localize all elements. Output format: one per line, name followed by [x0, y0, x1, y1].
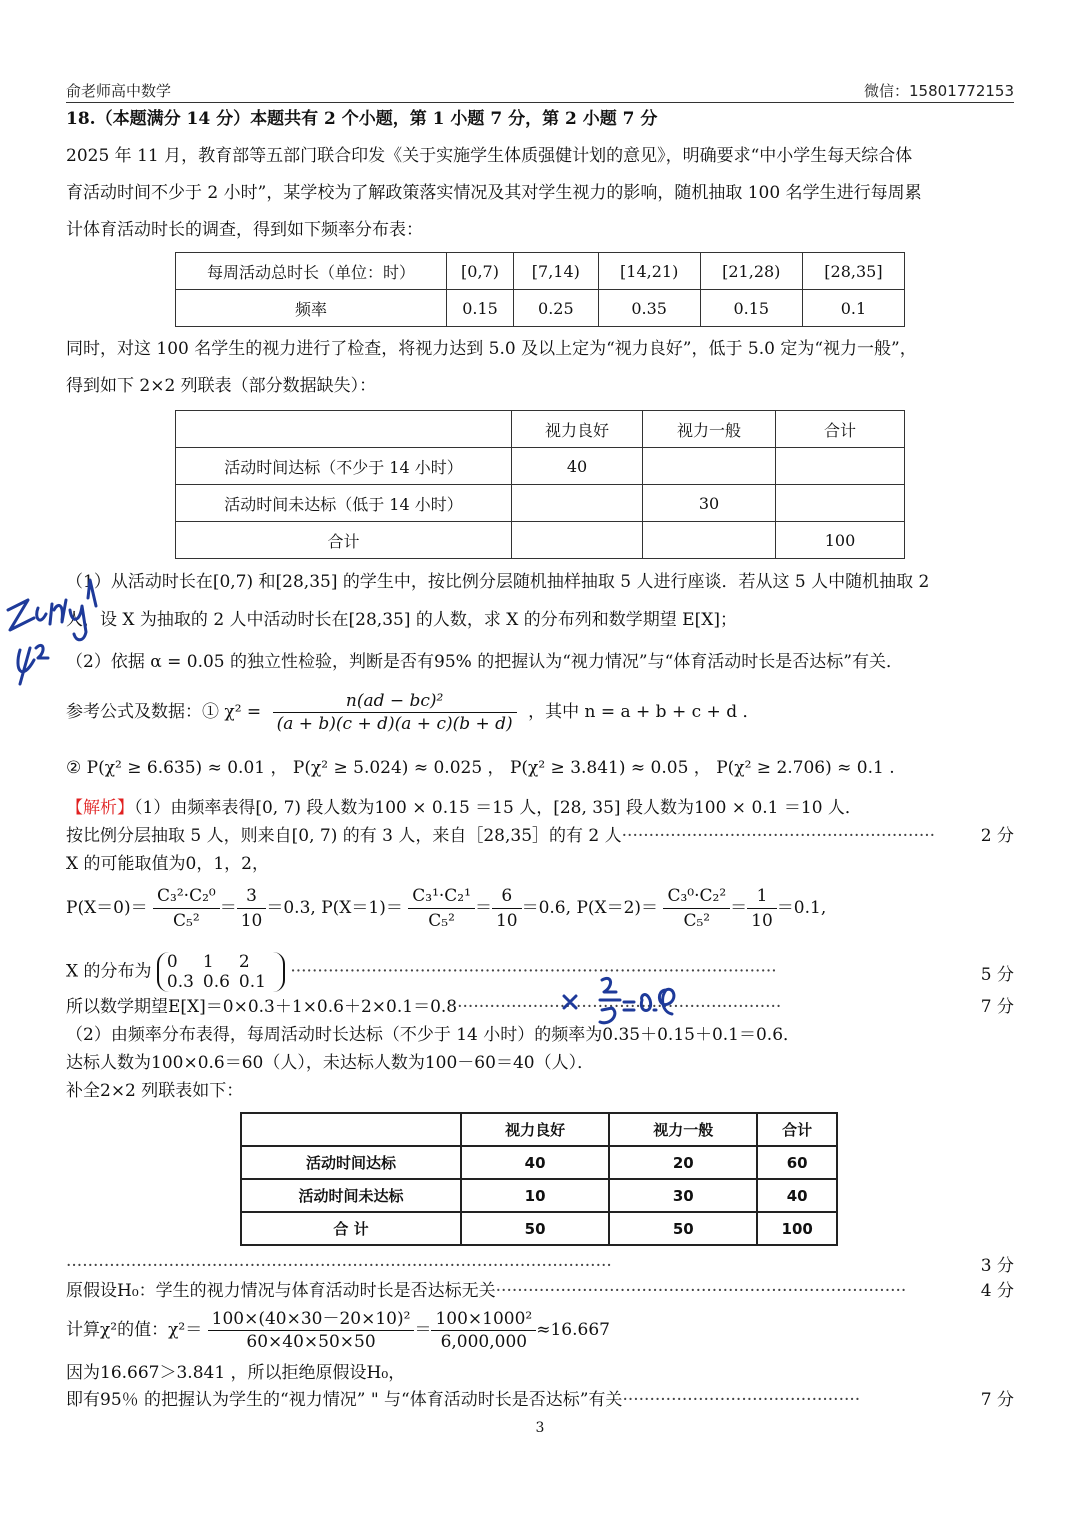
probability-line: P(X＝0)＝ $\frac{\text{C₃²·C₂⁰}}{\text{C₅²}}$ ＝ $\frac{3}{10}$ ＝0.3, P(X＝1)＝ $\frac{\text{C₃¹·C₂¹}}{\text{C₅²}}$ ＝ $\frac{6}{10}$ ＝0.6, P(X＝2)＝ $\frac{\text{C₃⁰·C₂²}}{\text{C₅²}}$ ＝ $\frac{1}{10}$ ＝0.1, — [66, 886, 827, 931]
problem-paragraph: 计体育活动时长的调查，得到如下频率分布表： — [66, 220, 423, 240]
prob-lhs: P(X＝2)＝ — [576, 898, 659, 918]
distribution-line: X 的分布为 0 1 2 0.3 0.6 0.1 ·························································································· 5 分 — [66, 952, 1014, 992]
prob-denominator: 10 — [495, 911, 518, 931]
prob-numerator: C₃²·C₂⁰ — [153, 884, 220, 909]
table-cell: 0.35 — [598, 290, 700, 327]
table-cell: 40 — [461, 1146, 609, 1179]
expectation-line: 所以数学期望E[X]＝0×0.3＋1×0.6＋2×0.1＝0.8···························································· 7 分 — [66, 994, 1014, 1020]
dist-value: 0 — [166, 952, 178, 972]
table-cell: 活动时间未达标 — [241, 1179, 461, 1212]
table-cell: [28,35] — [802, 253, 904, 290]
prob-denominator: 10 — [240, 911, 263, 931]
score-label: 7 分 — [979, 1387, 1014, 1413]
solution-line: 即有95％ 的把握认为学生的“视力情况” " 与“体育活动时长是否达标”有关············································ 7 分 — [66, 1387, 1014, 1413]
table-cell: 0.15 — [447, 290, 514, 327]
table-cell: [7,14) — [514, 253, 599, 290]
problem-paragraph: 育活动时间不少于 2 小时”，某学校为了解政策落实情况及其对学生视力的影响，随机抽取 100 名学生进行每周累 — [66, 183, 922, 203]
ref-denominator: (a + b)(c + d)(a + c)(b + d) — [276, 714, 513, 734]
chi-numerator: 100×1000² — [431, 1308, 536, 1331]
table-cell: 0.15 — [700, 290, 802, 327]
table-cell: 合计 — [757, 1113, 837, 1146]
handwriting-annotation — [550, 970, 700, 1030]
distribution-matrix — [157, 952, 285, 992]
table-cell: 40 — [512, 448, 643, 485]
prob-numerator: 6 — [492, 884, 522, 909]
header-left: 俞老师高中数学 — [66, 82, 172, 100]
prob-denominator: C₅² — [173, 911, 200, 931]
hypothesis-text: 原假设H₀：学生的视力情况与体育活动时长是否达标无关 — [66, 1281, 496, 1301]
table-cell — [776, 448, 905, 485]
table-cell: 0.1 — [802, 290, 904, 327]
table-cell: 20 — [609, 1146, 757, 1179]
table-cell: 活动时间达标（不少于 14 小时） — [176, 448, 512, 485]
chi-denominator: 6,000,000 — [440, 1332, 528, 1352]
prob-numerator: 3 — [237, 884, 267, 909]
score-label: 5 分 — [980, 965, 1014, 985]
reference-formula — [66, 690, 759, 735]
table-cell: [21,28) — [700, 253, 802, 290]
completed-contingency-table — [240, 1112, 838, 1246]
problem-paragraph: 同时，对这 100 名学生的视力进行了检查，将视力达到 5.0 及以上定为“视力良好”，低于 5.0 定为“视力一般”， — [66, 339, 917, 359]
table-cell: 活动时间未达标（低于 14 小时） — [176, 485, 512, 522]
ref-numerator: n(ad − bc)² — [273, 690, 517, 713]
solution-line: X 的可能取值为0，1，2， — [66, 854, 269, 874]
prob-value: ＝0.1, — [776, 898, 827, 918]
page-number: 3 — [535, 1420, 545, 1436]
score-label: 3 分 — [979, 1253, 1014, 1279]
table-cell: 合计 — [776, 411, 905, 448]
ref-suffix: ，其中 n = a + b + c + d ． — [528, 702, 760, 722]
table-cell: 视力良好 — [512, 411, 643, 448]
score-label: 4 分 — [979, 1278, 1014, 1304]
solution-line: 因为16.667＞3.841 ，所以拒绝原假设H₀， — [66, 1363, 406, 1383]
table-cell — [512, 522, 643, 559]
prob-denominator: C₅² — [428, 911, 455, 931]
solution-line: 补全2×2 列联表如下： — [66, 1081, 244, 1101]
dist-value: 1 — [202, 952, 214, 972]
solution-line: 达标人数为100×0.6＝60（人），未达标人数为100－60＝40（人）． — [66, 1053, 595, 1073]
table-cell: 0.25 — [514, 290, 599, 327]
table-cell: 50 — [609, 1212, 757, 1245]
table-cell: 活动时间达标 — [241, 1146, 461, 1179]
table-cell: 视力一般 — [643, 411, 776, 448]
chi-denominator: 60×40×50×50 — [246, 1332, 376, 1352]
question-1: 人，设 X 为抽取的 2 人中活动时长在[28,35] 的人数，求 X 的分布列和数学期望 E[X]； — [66, 610, 737, 630]
dist-value: 2 — [238, 952, 250, 972]
table-cell: 10 — [461, 1179, 609, 1212]
dist-prob: 0.6 — [202, 972, 230, 992]
solution-line — [66, 795, 862, 821]
score-label: 2 分 — [980, 826, 1014, 846]
table-cell: 30 — [643, 485, 776, 522]
solution-tag: 【解析】 — [66, 798, 134, 818]
problem-title: 18.（本题满分 14 分）本题共有 2 个小题，第 1 小题 7 分，第 2 小题 7 分 — [66, 109, 658, 129]
dist-label: X 的分布为 — [66, 961, 152, 982]
table-cell: 视力良好 — [461, 1113, 609, 1146]
table-cell — [241, 1113, 461, 1146]
table-cell: 50 — [461, 1212, 609, 1245]
question-1: （1）从活动时长在[0,7) 和[28,35] 的学生中，按比例分层随机抽样抽取 5 人进行座谈．若从这 5 人中随机抽取 2 — [66, 572, 930, 592]
table-cell: 视力一般 — [609, 1113, 757, 1146]
solution-line: 按比例分层抽取 5 人，则来自[0, 7) 的有 3 人，来自［28,35］的有 2 人·························································· 2 分 — [66, 823, 1014, 849]
chi-value: ≈16.667 — [536, 1320, 610, 1340]
prob-lhs: P(X＝0)＝ — [66, 898, 148, 918]
header-rule — [66, 102, 1014, 103]
table-cell: 合 计 — [241, 1212, 461, 1245]
solution-text: （1）由频率表得[0, 7) 段人数为100 × 0.15 ＝15 人，[28, 35] 段人数为100 × 0.1 ＝10 人． — [134, 798, 862, 818]
problem-paragraph: 2025 年 11 月，教育部等五部门联合印发《关于实施学生体质强健计划的意见》，明确要求“中小学生每天综合体 — [66, 146, 913, 166]
table-cell: 60 — [757, 1146, 837, 1179]
table-cell — [512, 485, 643, 522]
solution-line: ····································································································· 3 分 — [66, 1253, 1014, 1279]
contingency-table — [175, 410, 905, 559]
handwriting-annotation — [0, 570, 120, 700]
table-cell: 100 — [776, 522, 905, 559]
chi-prefix: 计算χ²的值：χ²＝ — [66, 1320, 203, 1340]
table-cell — [643, 448, 776, 485]
prob-value: ＝0.3, — [266, 898, 316, 918]
prob-numerator: C₃⁰·C₂² — [663, 884, 730, 909]
table-cell: 40 — [757, 1179, 837, 1212]
chi-numerator: 100×(40×30－20×10)² — [208, 1308, 415, 1331]
prob-lhs: P(X＝1)＝ — [321, 898, 403, 918]
table-cell — [776, 485, 905, 522]
frequency-table — [175, 252, 905, 327]
table-cell: 每周活动总时长（单位：时） — [176, 253, 447, 290]
question-2: （2）依据 α = 0.05 的独立性检验，判断是否有95% 的把握认为“视力情况”与“体育活动时长是否达标”有关． — [66, 652, 903, 672]
chi-square-line: 计算χ²的值：χ²＝ $\frac{\text{100×(40×30－20×10)²}}{60\times 40\times 50\times 50}$ ＝ $\frac{\text{100×1000²}}{6,000,000}$ ≈16.667 — [66, 1309, 610, 1352]
table-cell: 100 — [757, 1212, 837, 1245]
dist-prob: 0.1 — [238, 972, 266, 992]
prob-denominator: 10 — [751, 911, 773, 931]
table-cell: [14,21) — [598, 253, 700, 290]
table-cell — [176, 411, 512, 448]
prob-value: ＝0.6, — [521, 898, 572, 918]
table-cell — [643, 522, 776, 559]
prob-denominator: C₅² — [683, 911, 711, 931]
problem-paragraph: 得到如下 2×2 列联表（部分数据缺失）： — [66, 376, 377, 396]
prob-numerator: 1 — [747, 884, 777, 909]
table-cell: 频率 — [176, 290, 447, 327]
dist-prob: 0.3 — [166, 972, 194, 992]
table-cell: 30 — [609, 1179, 757, 1212]
score-label: 7 分 — [980, 997, 1014, 1017]
prob-numerator: C₃¹·C₂¹ — [408, 884, 475, 909]
solution-line: （2）由频率分布表得，每周活动时长达标（不少于 14 小时）的频率为0.35＋0.15＋0.1＝0.6． — [66, 1025, 801, 1045]
solution-text: 按比例分层抽取 5 人，则来自[0, 7) 的有 3 人，来自［28,35］的有 2 人 — [66, 826, 622, 846]
reference-data: ② P(χ² ≥ 6.635) ≈ 0.01 ， P(χ² ≥ 5.024) ≈ 0.025 ， P(χ² ≥ 3.841) ≈ 0.05 ， P(χ² ≥ 2.706) ≈ 0.1 . — [66, 758, 895, 778]
table-cell: [0,7) — [447, 253, 514, 290]
header-right: 微信：15801772153 — [864, 82, 1014, 100]
table-cell: 合计 — [176, 522, 512, 559]
expectation-text: 所以数学期望E[X]＝0×0.3＋1×0.6＋2×0.1＝0.8 — [66, 997, 458, 1017]
ref-prefix: 参考公式及数据：① χ² = — [66, 702, 262, 722]
solution-line: 原假设H₀：学生的视力情况与体育活动时长是否达标无关············································································ 4 分 — [66, 1278, 1014, 1304]
conclusion-text: 即有95％ 的把握认为学生的“视力情况” " 与“体育活动时长是否达标”有关 — [66, 1390, 623, 1410]
